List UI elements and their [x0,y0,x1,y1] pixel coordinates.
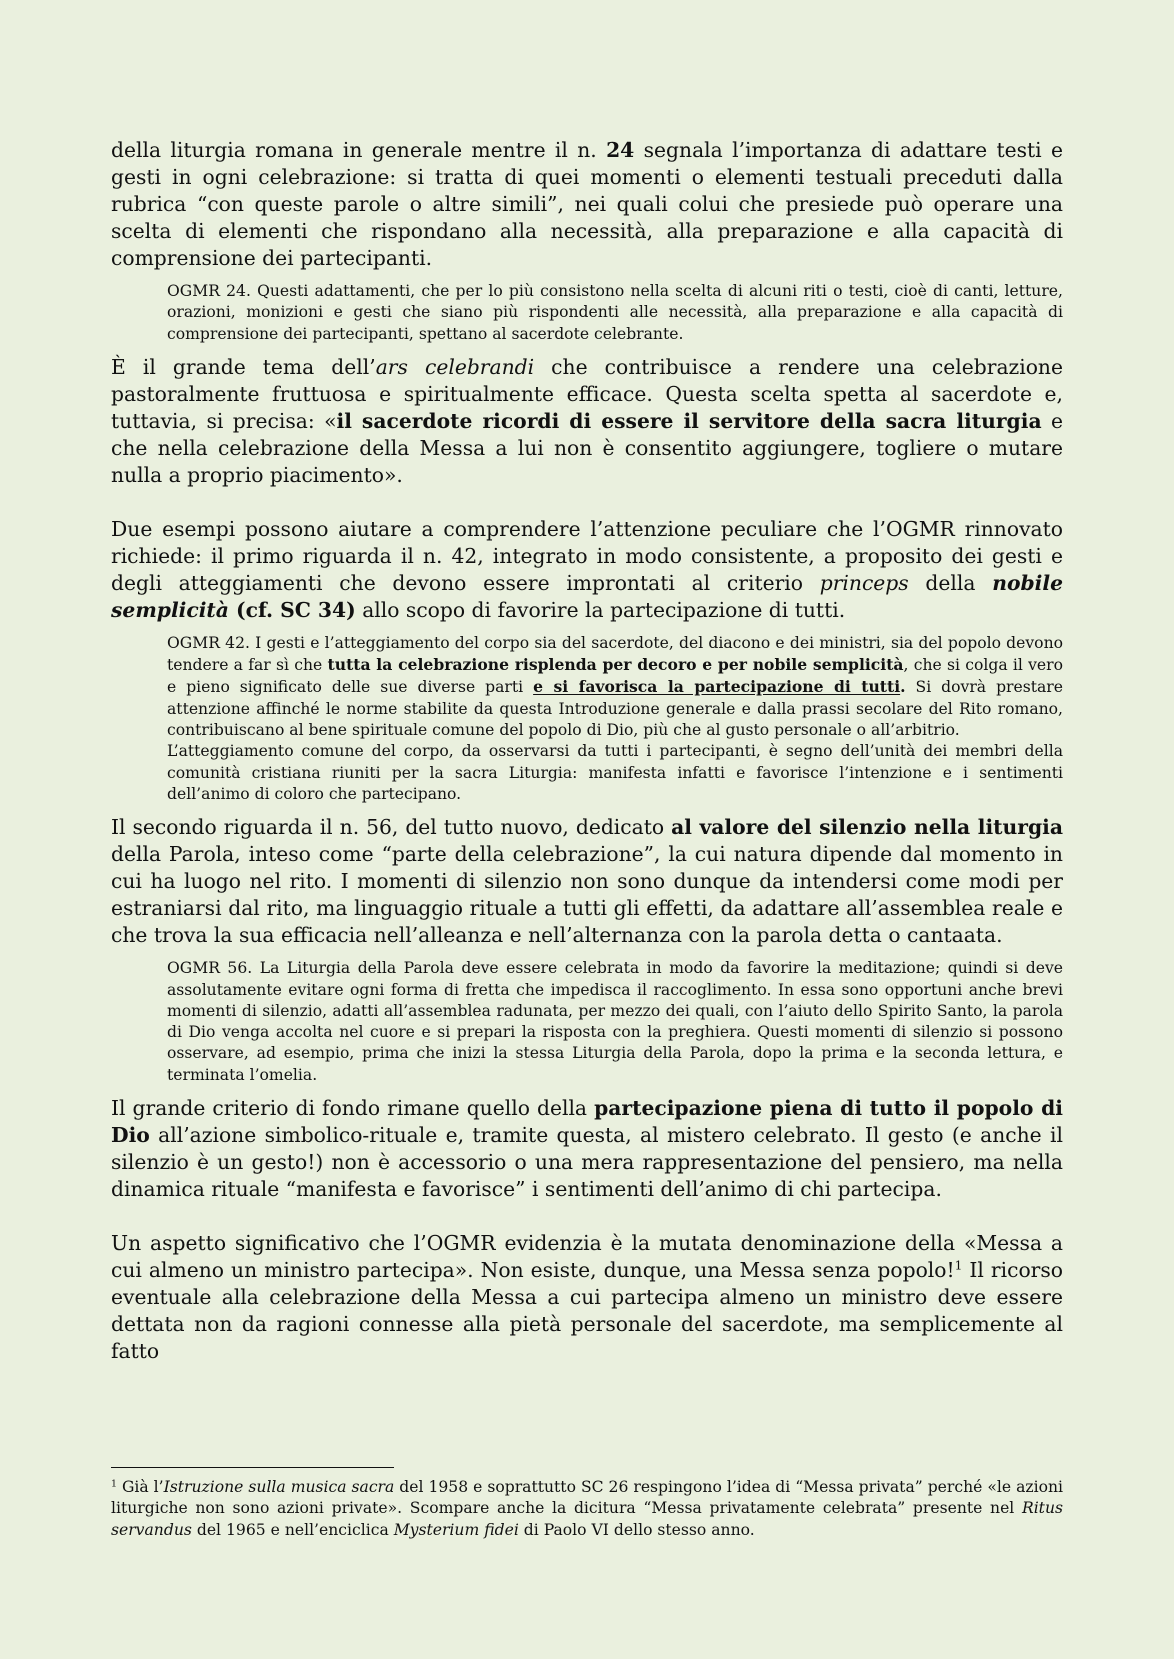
text-run: allo scopo di favorire la partecipazione di tutti. [355,597,846,622]
italic-text: ars celebrandi [375,354,535,379]
paragraph-messa-ministro [111,1230,1063,1365]
text-run: OGMR 56. La Liturgia della Parola deve essere celebrata in modo da favorire la meditazione; quindi si deve assolutamente evitare ogni forma di fretta che impedisca il raccoglimento. In essa sono opportuni anche brevi momenti di silenzio, adatti all’assemblea radunata, per mezzo dei quali, con l’aiuto dello Spirito Santo, la parola di Dio venga accolta nel cuore e si prepari la risposta con la preghiera. Questi momenti di silenzio si possono osservare, ad esempio, prima che inizi la stessa Liturgia della Parola, dopo la prima e la seconda lettura, e terminata l’omelia. [167,959,1063,1084]
text-run: Il grande criterio di fondo rimane quello della [111,1096,595,1121]
text-run: Il secondo riguarda il n. 56, del tutto nuovo, dedicato [111,815,672,840]
text-run: del 1958 e soprattutto SC 26 respingono l’idea di “Messa privata” perché «le azioni liturgiche non sono azioni private». Scompare anche la dicitura “Messa privatamente celebrata” presente nel [111,1478,1064,1518]
text-run: Si dovrà prestare attenzione affinché le norme stabilite da questa Introduzione generale e dalla prassi secolare del Rito romano, contribuiscano al bene spirituale comune del popolo di Dio, più che al gusto personale o all’arbitrio. [167,678,1063,740]
text-run: che contribuisce a rendere una celebrazione pastoralmente fruttuosa e spiritualmente efficace. Questa scelta spetta al sacerdote e, tuttavia, si precisa: « [111,354,1063,433]
paragraph-criterio [111,1095,1063,1203]
bold-text: il sacerdote ricordi di essere il servitore della sacra liturgia [336,408,1042,433]
text-run: OGMR 42. I gesti e l’atteggiamento del corpo sia del sacerdote, del diacono e dei ministri, sia del popolo devono tendere a far sì che [167,633,1063,675]
bold-text: al valore del silenzio nella liturgia [671,815,1063,840]
footnote-mark: 1 [111,1478,117,1490]
bold-text: (cf. SC 34) [228,597,356,622]
paragraph-due-esempi [111,516,1063,624]
text-run: Due esempi possono aiutare a comprendere l’attenzione peculiare che l’OGMR rinnovato richiede: il primo riguarda il n. 42, integrato in modo consistente, a proposito dei gesti e degli atteggiamenti che devono essere improntati al criterio [111,516,1063,595]
text-run: L’atteggiamento comune del corpo, da osservarsi da tutti i partecipanti, è segno dell’unità dei membri della comunità cristiana riuniti per la sacra Liturgia: manifesta infatti e favorisce l’intenzione e i sentimenti dell’animo di coloro che partecipano. [167,742,1063,803]
text-run: segnala l’importanza di adattare testi e gesti in ogni celebrazione: si tratta di quei momenti o elementi testuali preceduti dalla rubrica “con queste parole o altre simili”, nei quali colui che presiede può operare una scelta di elementi che rispondano alla necessità, alla preparazione e alla capacità di comprensione dei partecipanti. [111,138,1063,270]
text-run: del 1965 e nell’enciclica [191,1520,394,1539]
bold-italic-text: nobile semplicità [111,570,1063,622]
quote-ogmr-56 [167,958,1063,1086]
text-run: della [908,570,993,595]
text-run: e che nella celebrazione della Messa a lui non è consentito aggiungere, togliere o mutare nulla a proprio piacimento». [111,408,1064,487]
bold-underlined-text: e si favorisca la partecipazione di tutti [533,677,901,697]
text-run: , che si colga il vero e pieno significato delle sue diverse parti [167,656,1064,697]
text-run: della liturgia romana in generale mentre il n. [111,138,607,162]
quote-ogmr-42 [167,633,1063,805]
bold-text: 24 [606,138,635,162]
footnote-reference[interactable]: 1 [954,1258,963,1273]
italic-text: Ritus servandus [111,1499,1063,1539]
italic-text: Mysterium fidei [393,1520,519,1539]
bold-text: . [900,677,906,697]
text-run: È il grande tema dell’ [111,354,376,379]
text-run: OGMR 24. Questi adattamenti, che per lo più consistono nella scelta di alcuni riti o testi, cioè di canti, letture, orazioni, monizioni e gesti che siano più rispondenti alle necessità, alla preparazione e alla capacità di comprensione dei partecipanti, spettano al sacerdote celebrante. [167,282,1063,343]
paragraph-ars-celebrandi [111,354,1063,489]
paragraph-intro [111,137,1063,272]
text-run: Un aspetto significativo che l’OGMR evidenzia è la mutata denominazione della «Messa a cui almeno un ministro partecipa». Non esiste, dunque, una Messa senza popolo! [111,1231,1063,1283]
text-run: Già l’ [116,1478,164,1496]
page-body [111,137,1063,1365]
text-run: Il ricorso eventuale alla celebrazione della Messa a cui partecipa almeno un ministro deve essere dettata non da ragioni connesse alla pietà personale del sacerdote, ma semplicemente al fatto [111,1258,1063,1364]
text-run: all’azione simbolico-rituale e, tramite questa, al mistero celebrato. Il gesto (e anche il silenzio è un gesto!) non è accessorio o una mera rappresentazione del pensiero, ma nella dinamica rituale “manifesta e favorisce” i sentimenti dell’animo di chi partecipa. [111,1123,1063,1202]
text-run: della Parola, inteso come “parte della celebrazione”, la cui natura dipende dal momento in cui ha luogo nel rito. I momenti di silenzio non sono dunque da intendersi come modi per estraniarsi dal rito, ma linguaggio rituale a tutti gli effetti, da adattare all’assemblea reale e che trova la sua efficacia nell’alleanza e nell’alternanza con la parola detta o cantaata. [111,842,1063,948]
paragraph-silenzio [111,814,1063,949]
footnote-1 [111,1477,1063,1541]
bold-text: tutta la celebrazione risplenda per decoro e per nobile semplicità [327,655,904,675]
footnote-divider [111,1467,394,1468]
italic-text: princeps [819,570,909,595]
quote-ogmr-24 [167,281,1063,345]
bold-text: partecipazione piena di tutto il popolo di Dio [111,1096,1063,1148]
italic-text: Istruzione sulla musica sacra [163,1478,395,1496]
text-run: di Paolo VI dello stesso anno. [518,1520,755,1539]
